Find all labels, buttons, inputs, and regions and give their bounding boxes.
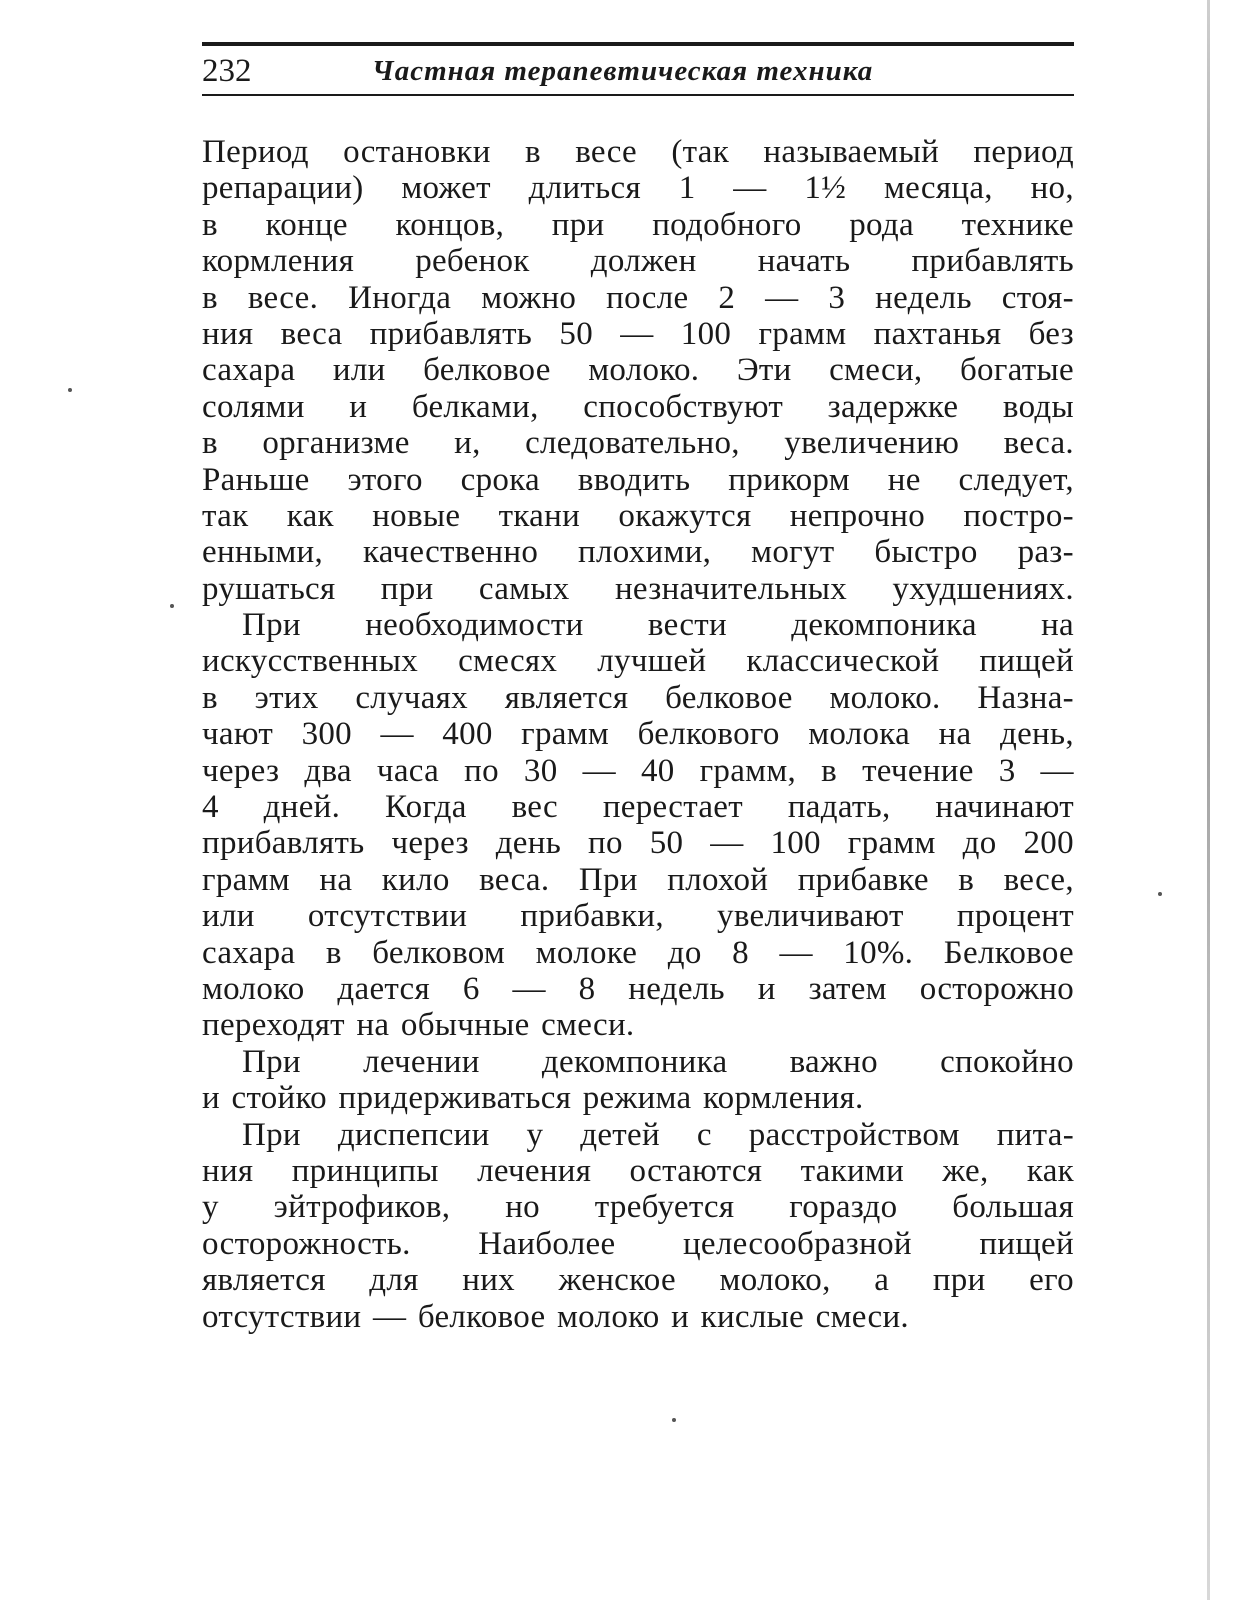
book-page bbox=[202, 0, 1074, 1600]
text-line: енными, качественно плохими, могут быстро раз- bbox=[202, 534, 1074, 571]
header-rule-bottom bbox=[202, 94, 1074, 96]
page-number: 232 bbox=[202, 53, 252, 89]
text-line: в этих случаях является белковое молоко. Назна- bbox=[202, 679, 1074, 716]
text-line: При лечении декомпоника важно спокойно bbox=[242, 1043, 1074, 1080]
text-line: Раньше этого срока вводить прикорм не следует, bbox=[202, 461, 1074, 498]
text-line: и стойко придерживаться режима кормления. bbox=[202, 1080, 864, 1117]
text-line: сахара в белковом молоке до 8 — 10%. Белковое bbox=[202, 934, 1074, 971]
text-line: чают 300 — 400 грамм белкового молока на день, bbox=[202, 716, 1074, 753]
text-line: ния принципы лечения остаются такими же, как bbox=[202, 1152, 1074, 1189]
text-line: солями и белками, способствуют задержке воды bbox=[202, 388, 1074, 425]
text-line: При диспепсии у детей с расстройством пита- bbox=[242, 1116, 1074, 1153]
text-line: ния веса прибавлять 50 — 100 грамм пахтанья без bbox=[202, 315, 1074, 352]
text-line: При необходимости вести декомпоника на bbox=[242, 607, 1074, 644]
text-line: рушаться при самых незначительных ухудшениях. bbox=[202, 570, 1074, 607]
page-edge-shadow bbox=[1207, 0, 1210, 1600]
scan-speck bbox=[170, 604, 174, 608]
text-line: Период остановки в весе (так называемый период bbox=[202, 134, 1074, 170]
text-line: через два часа по 30 — 40 грамм, в течение 3 — bbox=[202, 752, 1074, 789]
text-line: или отсутствии прибавки, увеличивают процент bbox=[202, 898, 1074, 935]
scan-speck bbox=[1158, 892, 1162, 896]
text-line: кормления ребенок должен начать прибавлять bbox=[202, 243, 1074, 280]
text-line: отсутствии — белковое молоко и кислые смеси. bbox=[202, 1298, 909, 1335]
body-text bbox=[202, 134, 1074, 1335]
text-line: прибавлять через день по 50 — 100 грамм до 200 bbox=[202, 825, 1074, 862]
text-line: осторожность. Наиболее целесообразной пищей bbox=[202, 1225, 1074, 1262]
text-line: так как новые ткани окажутся непрочно постро- bbox=[202, 497, 1074, 534]
running-header bbox=[202, 52, 1074, 90]
text-line: искусственных смесях лучшей классической пищей bbox=[202, 643, 1074, 680]
text-line: репарации) может длиться 1 — 1½ месяца, но, bbox=[202, 170, 1074, 207]
header-rule-top bbox=[202, 42, 1074, 46]
text-line: является для них женское молоко, а при его bbox=[202, 1262, 1074, 1299]
text-line: 4 дней. Когда вес перестает падать, начинают bbox=[202, 789, 1074, 826]
text-line: в конце концов, при подобного рода технике bbox=[202, 206, 1074, 243]
text-line: у эйтрофиков, но требуется гораздо большая bbox=[202, 1189, 1074, 1226]
running-title: Частная терапевтическая техника bbox=[372, 55, 874, 87]
text-line: переходят на обычные смеси. bbox=[202, 1007, 635, 1044]
scan-speck bbox=[68, 388, 72, 392]
text-line: в весе. Иногда можно после 2 — 3 недель стоя- bbox=[202, 279, 1074, 316]
text-line: грамм на кило веса. При плохой прибавке в весе, bbox=[202, 861, 1074, 898]
text-line: молоко дается 6 — 8 недель и затем осторожно bbox=[202, 970, 1074, 1007]
text-line: в организме и, следовательно, увеличению веса. bbox=[202, 425, 1074, 462]
text-line: сахара или белковое молоко. Эти смеси, богатые bbox=[202, 352, 1074, 389]
